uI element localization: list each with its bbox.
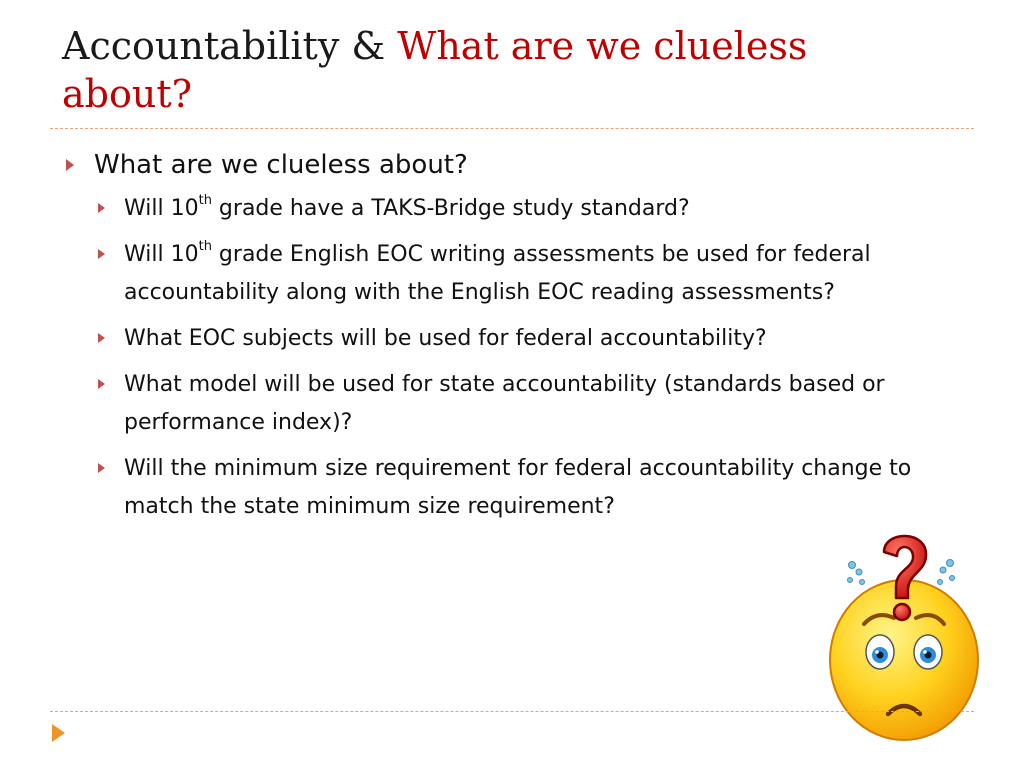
- sub-bullet-2: [64, 236, 944, 312]
- slide-title: [62, 22, 942, 118]
- slide-body: [64, 146, 944, 534]
- sub-bullet-1: [64, 190, 944, 228]
- sub-bullet-4-text: What model will be used for state accountability (standards based or performance index)?: [124, 372, 885, 435]
- footer-divider: [50, 711, 974, 712]
- sub-bullet-2-sup: th: [198, 238, 212, 254]
- bullet-icon: [66, 159, 74, 171]
- sub-bullet-2-post: grade English EOC writing assessments be used for federal accountability along with the English EOC reading assessments?: [124, 242, 871, 305]
- sub-bullet-2-pre: Will 10: [124, 242, 199, 267]
- title-part-accent: What are we clueless about?: [62, 24, 808, 116]
- sub-bullet-4: [64, 366, 944, 442]
- title-divider: [50, 128, 974, 129]
- bullet-icon: [98, 249, 105, 259]
- bullet-icon: [98, 379, 105, 389]
- sub-bullet-3-text: What EOC subjects will be used for federal accountability?: [124, 326, 767, 351]
- sub-bullet-3: [64, 320, 944, 358]
- bullet-main-text: What are we clueless about?: [94, 150, 468, 180]
- title-part-main: Accountability &: [62, 24, 398, 68]
- bullet-icon: [98, 203, 105, 213]
- sub-bullet-5: [64, 450, 944, 526]
- bullet-icon: [98, 463, 105, 473]
- corner-arrow-icon: [52, 724, 65, 742]
- confused-face-icon: [822, 528, 992, 750]
- bullet-icon: [98, 333, 105, 343]
- sub-bullet-1-sup: th: [198, 192, 212, 208]
- bullet-main: [64, 146, 944, 184]
- sub-bullet-1-pre: Will 10: [124, 196, 199, 221]
- sub-bullet-5-text: Will the minimum size requirement for federal accountability change to match the state minimum size requirement?: [124, 456, 912, 519]
- sub-bullet-1-post: grade have a TAKS-Bridge study standard?: [211, 196, 690, 221]
